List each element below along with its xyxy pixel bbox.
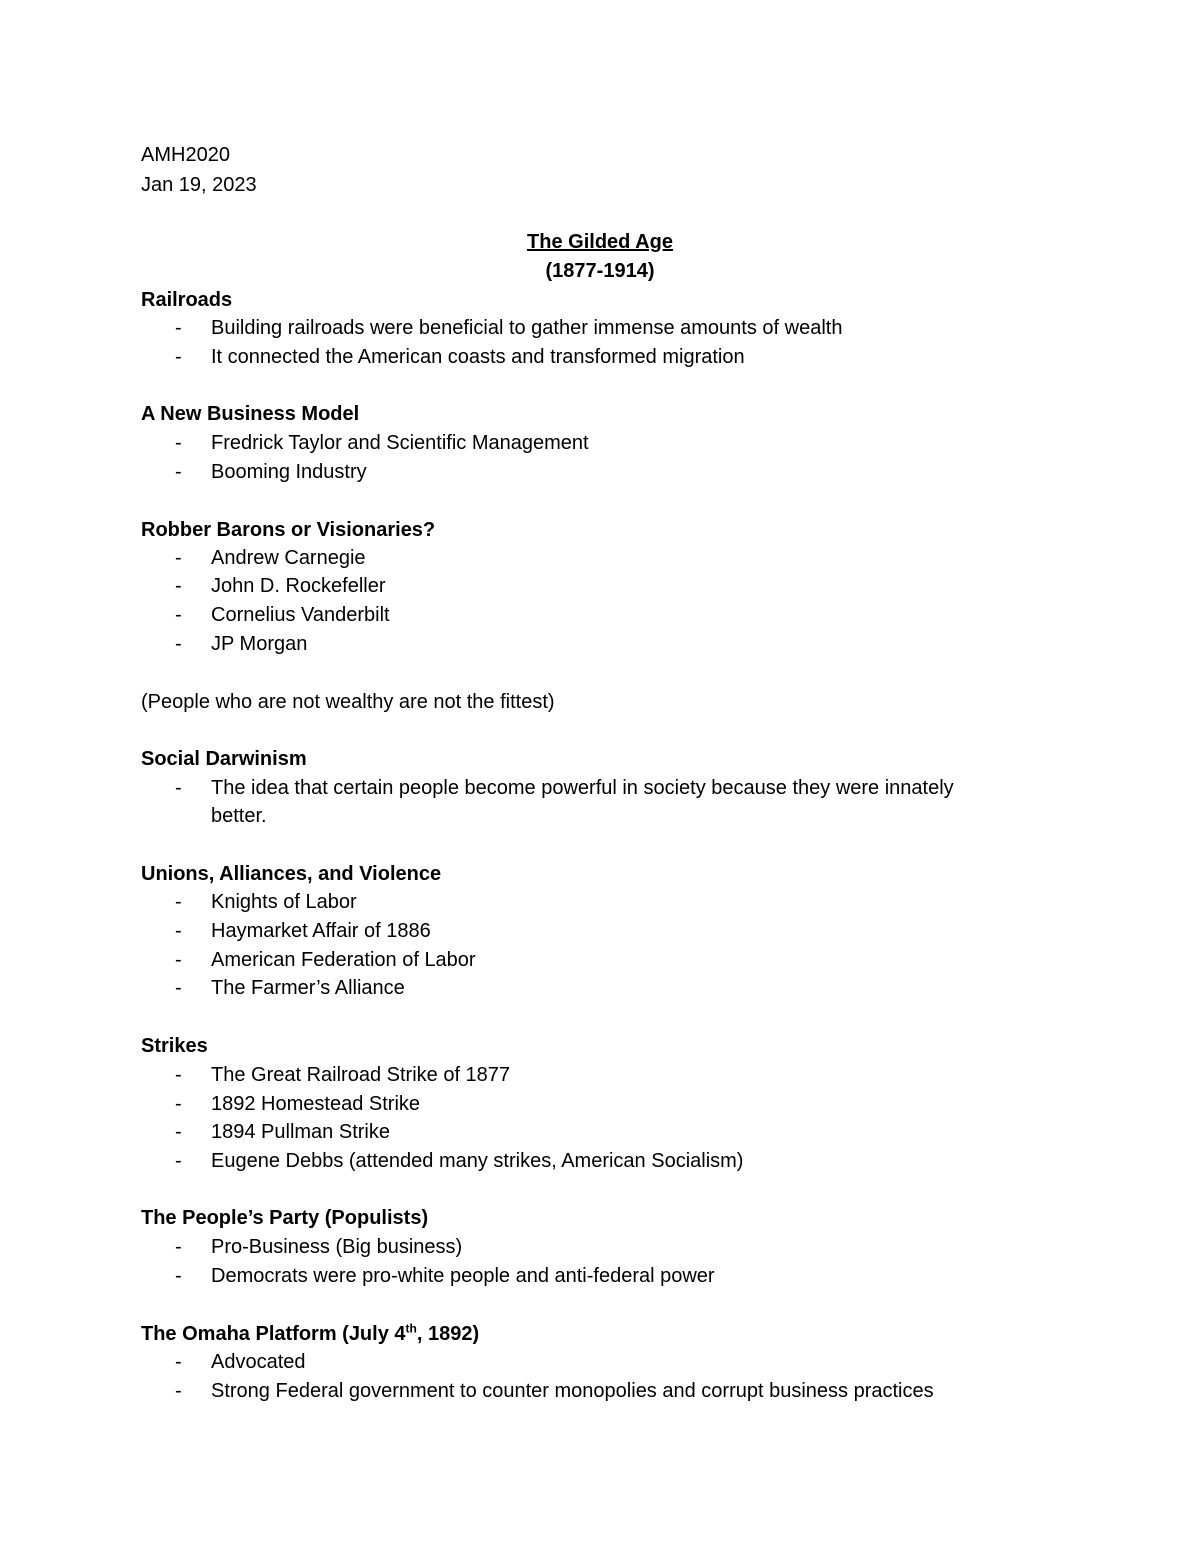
bullet-marker: - [175,604,182,626]
bullet-marker: - [175,920,182,942]
list-item: Andrew Carnegie [211,547,366,569]
bullet-marker: - [175,346,182,368]
list-item: Advocated [211,1351,306,1373]
course-code: AMH2020 [141,144,230,166]
note-text: (People who are not wealthy are not the fittest) [141,691,555,713]
list-item: Democrats were pro-white people and anti-federal power [211,1265,715,1287]
bullet-marker: - [175,432,182,454]
list-item: Cornelius Vanderbilt [211,604,390,626]
list-item: Eugene Debbs (attended many strikes, American Socialism) [211,1150,744,1172]
list-item: The idea that certain people become powerful in society because they were innately [211,777,954,799]
omaha-heading-end: , 1892) [416,1323,480,1345]
bullet-marker: - [175,633,182,655]
list-item: John D. Rockefeller [211,575,386,597]
bullet-marker: - [175,949,182,971]
omaha-heading-start: The Omaha Platform (July 4 [141,1323,406,1345]
bullet-marker: - [175,1351,182,1373]
section-heading-omaha-platform [141,1320,479,1348]
title-years: (1877-1914) [545,260,655,282]
section-heading-business-model: A New Business Model [141,403,360,425]
list-item: 1894 Pullman Strike [211,1121,390,1143]
bullet-marker: - [175,777,182,799]
list-item: Strong Federal government to counter monopolies and corrupt business practices [211,1380,934,1402]
list-item: Knights of Labor [211,891,357,913]
list-item: American Federation of Labor [211,949,476,971]
bullet-marker: - [175,977,182,999]
section-heading-strikes: Strikes [141,1035,208,1057]
bullet-marker: - [175,1064,182,1086]
lecture-date: Jan 19, 2023 [141,174,257,196]
bullet-marker: - [175,1380,182,1402]
list-item-continuation: better. [211,805,267,827]
bullet-marker: - [175,317,182,339]
section-heading-peoples-party: The People’s Party (Populists) [141,1207,429,1229]
list-item: The Farmer’s Alliance [211,977,405,999]
section-heading-unions: Unions, Alliances, and Violence [141,863,442,885]
section-heading-social-darwinism: Social Darwinism [141,748,307,770]
list-item: Booming Industry [211,461,367,483]
document-title [0,228,1200,256]
list-item: JP Morgan [211,633,308,655]
list-item: Fredrick Taylor and Scientific Management [211,432,589,454]
section-heading-railroads: Railroads [141,289,233,311]
title-text: The Gilded Age [527,231,673,253]
bullet-marker: - [175,1265,182,1287]
list-item: Pro-Business (Big business) [211,1236,463,1258]
bullet-marker: - [175,891,182,913]
omaha-heading-superscript: th [405,1321,417,1336]
list-item: The Great Railroad Strike of 1877 [211,1064,511,1086]
bullet-marker: - [175,1150,182,1172]
bullet-marker: - [175,1121,182,1143]
bullet-marker: - [175,1093,182,1115]
bullet-marker: - [175,461,182,483]
list-item: Building railroads were beneficial to gather immense amounts of wealth [211,317,843,339]
bullet-marker: - [175,547,182,569]
list-item: Haymarket Affair of 1886 [211,920,431,942]
bullet-marker: - [175,1236,182,1258]
bullet-marker: - [175,575,182,597]
list-item: 1892 Homestead Strike [211,1093,421,1115]
section-heading-robber-barons: Robber Barons or Visionaries? [141,519,436,541]
list-item: It connected the American coasts and transformed migration [211,346,745,368]
